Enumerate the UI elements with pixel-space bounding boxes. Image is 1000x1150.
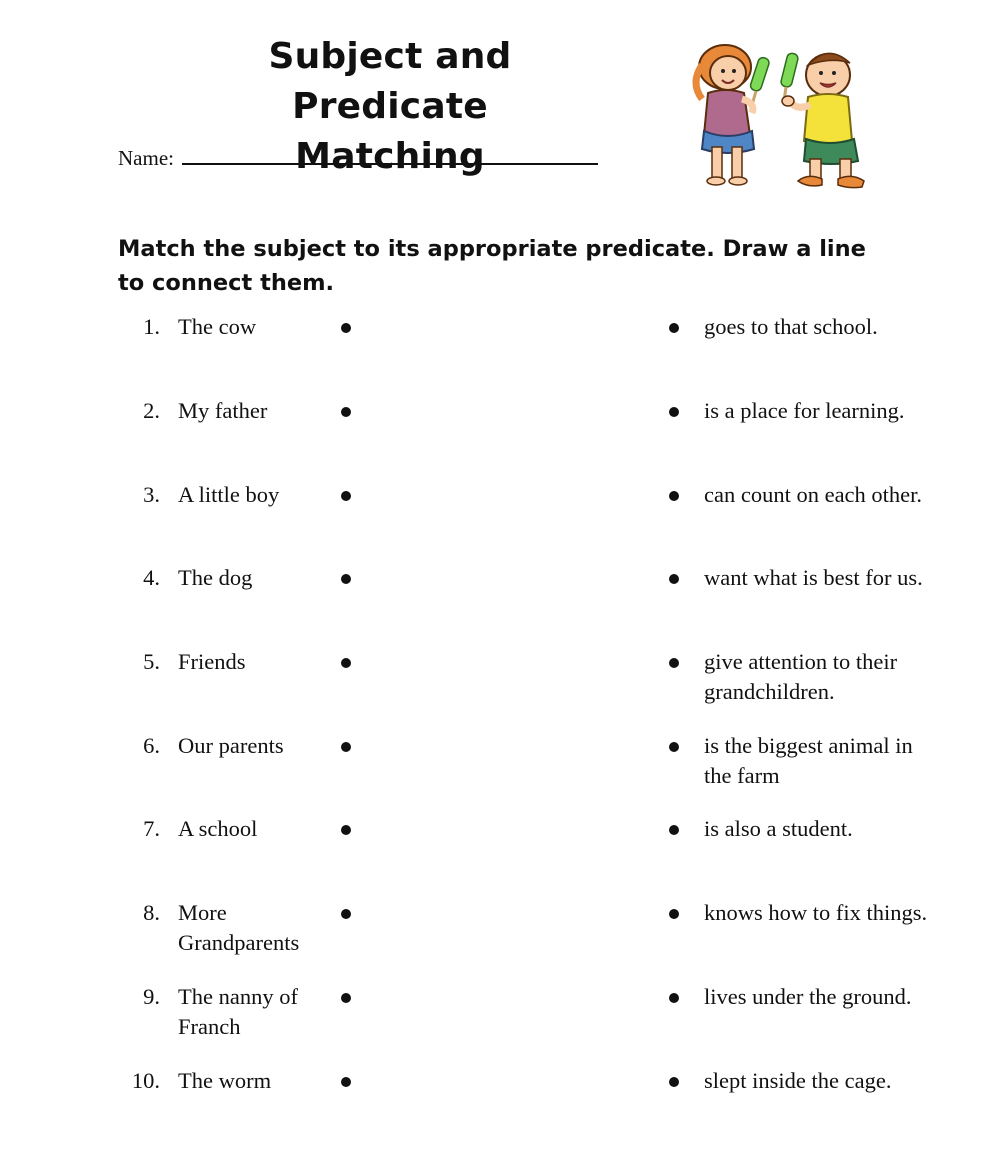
predicate-dot[interactable] — [669, 742, 679, 752]
predicate-text: can count on each other. — [704, 482, 923, 507]
subject-dot[interactable] — [341, 993, 351, 1003]
subject-dot[interactable] — [341, 323, 351, 333]
subject-dot[interactable] — [341, 658, 351, 668]
predicate-text: is the biggest animal in the farm — [704, 733, 913, 788]
predicate-text: knows how to fix things. — [704, 900, 928, 925]
matching-row — [0, 563, 1000, 647]
subject-text: A school — [178, 816, 258, 841]
predicate-dot[interactable] — [669, 323, 679, 333]
matching-row — [0, 396, 1000, 480]
subject-text: Friends — [178, 649, 246, 674]
predicate-dot[interactable] — [669, 993, 679, 1003]
predicate-dot[interactable] — [669, 407, 679, 417]
subject-text: The nanny of Franch — [178, 984, 298, 1039]
predicate-text: slept inside the cage. — [704, 1068, 892, 1093]
subject-dot[interactable] — [341, 825, 351, 835]
row-number: 4. — [143, 565, 160, 590]
predicate-dot[interactable] — [669, 1077, 679, 1087]
row-number: 2. — [143, 398, 160, 423]
predicate-text: is a place for learning. — [704, 398, 905, 423]
title-line-1: Subject and Predicate — [268, 36, 512, 127]
subject-dot[interactable] — [341, 574, 351, 584]
matching-row — [0, 814, 1000, 898]
row-number: 9. — [143, 984, 160, 1009]
subject-dot[interactable] — [341, 491, 351, 501]
subject-dot[interactable] — [341, 909, 351, 919]
matching-row — [0, 647, 1000, 731]
name-field[interactable] — [182, 143, 598, 165]
subject-dot[interactable] — [341, 1077, 351, 1087]
matching-row — [0, 1066, 1000, 1150]
matching-row — [0, 312, 1000, 396]
predicate-text: give attention to their grandchildren. — [704, 649, 898, 704]
instructions: Match the subject to its appropriate predicate. Draw a line to connect them. — [118, 236, 866, 296]
subject-text: A little boy — [178, 482, 280, 507]
name-label: Name: — [118, 146, 174, 170]
row-number: 6. — [143, 733, 160, 758]
matching-row — [0, 982, 1000, 1066]
row-number: 7. — [143, 816, 160, 841]
predicate-text: want what is best for us. — [704, 565, 923, 590]
predicate-text: is also a student. — [704, 816, 853, 841]
matching-row — [0, 731, 1000, 815]
matching-row — [0, 480, 1000, 564]
predicate-text: goes to that school. — [704, 314, 878, 339]
subject-text: Our parents — [178, 733, 284, 758]
subject-text: More Grandparents — [178, 900, 300, 955]
title-line-2: Matching — [295, 136, 485, 177]
subject-text: The cow — [178, 314, 257, 339]
name-field-row — [118, 143, 598, 171]
subject-text: The worm — [178, 1068, 272, 1093]
row-number: 1. — [143, 314, 160, 339]
children-with-popsicles-icon — [680, 35, 875, 195]
row-number: 3. — [143, 482, 160, 507]
predicate-dot[interactable] — [669, 574, 679, 584]
subject-dot[interactable] — [341, 407, 351, 417]
subject-text: The dog — [178, 565, 253, 590]
predicate-dot[interactable] — [669, 825, 679, 835]
row-number: 5. — [143, 649, 160, 674]
predicate-dot[interactable] — [669, 491, 679, 501]
subject-text: My father — [178, 398, 268, 423]
predicate-text: lives under the ground. — [704, 984, 912, 1009]
predicate-dot[interactable] — [669, 658, 679, 668]
matching-row — [0, 898, 1000, 982]
subject-dot[interactable] — [341, 742, 351, 752]
predicate-dot[interactable] — [669, 909, 679, 919]
row-number: 10. — [131, 1068, 160, 1093]
row-number: 8. — [143, 900, 160, 925]
